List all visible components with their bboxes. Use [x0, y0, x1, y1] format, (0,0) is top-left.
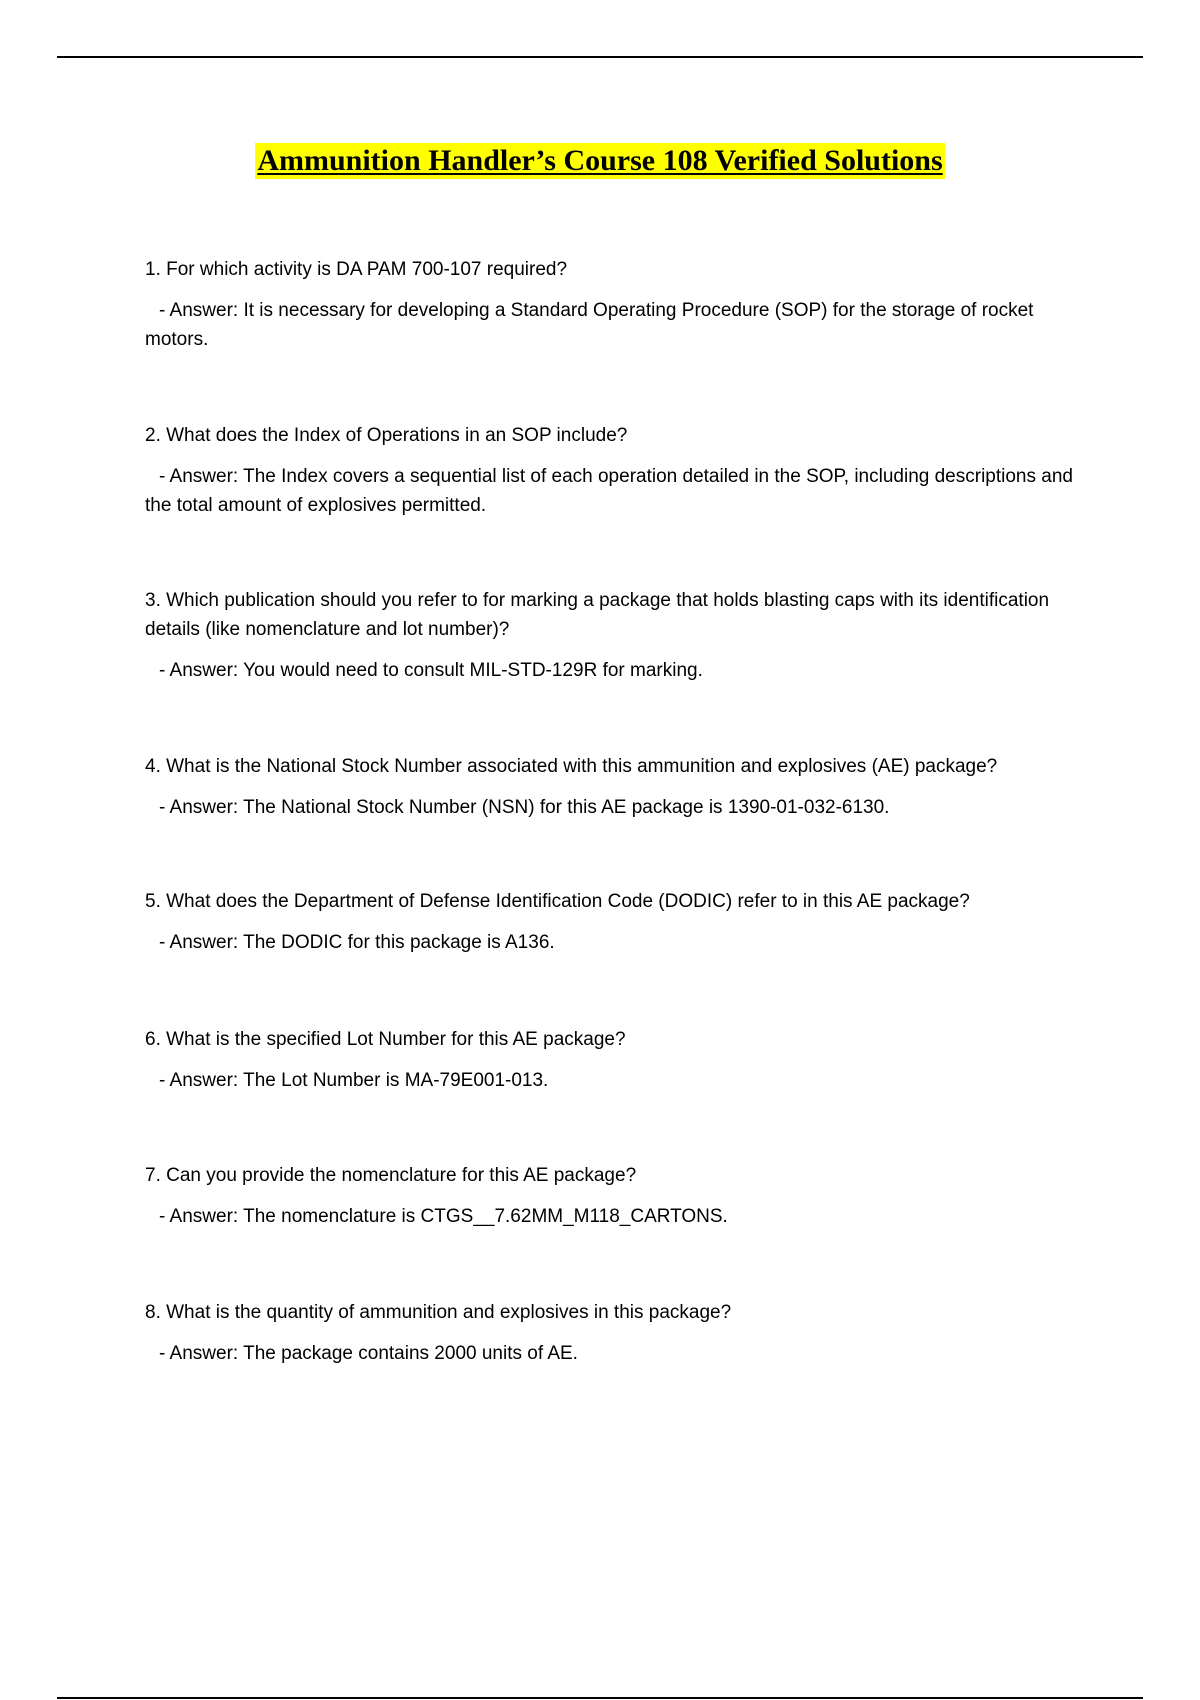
title-container [0, 143, 1200, 179]
answer-7: - Answer: The nomenclature is CTGS__7.62MM_M118_CARTONS. [159, 1206, 728, 1227]
top-rule [57, 56, 1143, 58]
answer-2: - Answer: The Index covers a sequential list of each operation detailed in the SOP, including descriptions and the total amount of explosives permitted. [145, 466, 1073, 516]
bottom-rule [57, 1697, 1143, 1699]
document-title: Ammunition Handler’s Course 108 Verified Solutions [257, 144, 943, 177]
answer-8: - Answer: The package contains 2000 units of AE. [159, 1343, 578, 1364]
qa-item-6 [145, 1025, 1095, 1095]
qa-item-5 [145, 887, 1095, 957]
question-5: 5. What does the Department of Defense Identification Code (DODIC) refer to in this AE package? [145, 891, 970, 912]
qa-item-2 [145, 421, 1095, 520]
answer-4: - Answer: The National Stock Number (NSN) for this AE package is 1390-01-032-6130. [159, 797, 890, 818]
qa-item-4 [145, 752, 1095, 822]
question-3: 3. Which publication should you refer to for marking a package that holds blasting caps with its identification details (like nomenclature and lot number)? [145, 590, 1050, 640]
answer-5: - Answer: The DODIC for this package is A136. [159, 932, 555, 953]
qa-item-8 [145, 1298, 1095, 1368]
qa-item-7 [145, 1161, 1095, 1231]
qa-item-1 [145, 255, 1095, 354]
question-7: 7. Can you provide the nomenclature for this AE package? [145, 1165, 637, 1186]
answer-6: - Answer: The Lot Number is MA-79E001-013. [159, 1070, 549, 1091]
question-4: 4. What is the National Stock Number associated with this ammunition and explosives (AE) package? [145, 756, 998, 777]
question-6: 6. What is the specified Lot Number for this AE package? [145, 1029, 626, 1050]
question-8: 8. What is the quantity of ammunition and explosives in this package? [145, 1302, 732, 1323]
answer-1: - Answer: It is necessary for developing a Standard Operating Procedure (SOP) for the storage of rocket motors. [145, 300, 1034, 350]
question-2: 2. What does the Index of Operations in an SOP include? [145, 425, 628, 446]
question-1: 1. For which activity is DA PAM 700-107 required? [145, 259, 568, 280]
answer-3: - Answer: You would need to consult MIL-STD-129R for marking. [159, 660, 703, 681]
qa-item-3 [145, 586, 1095, 685]
